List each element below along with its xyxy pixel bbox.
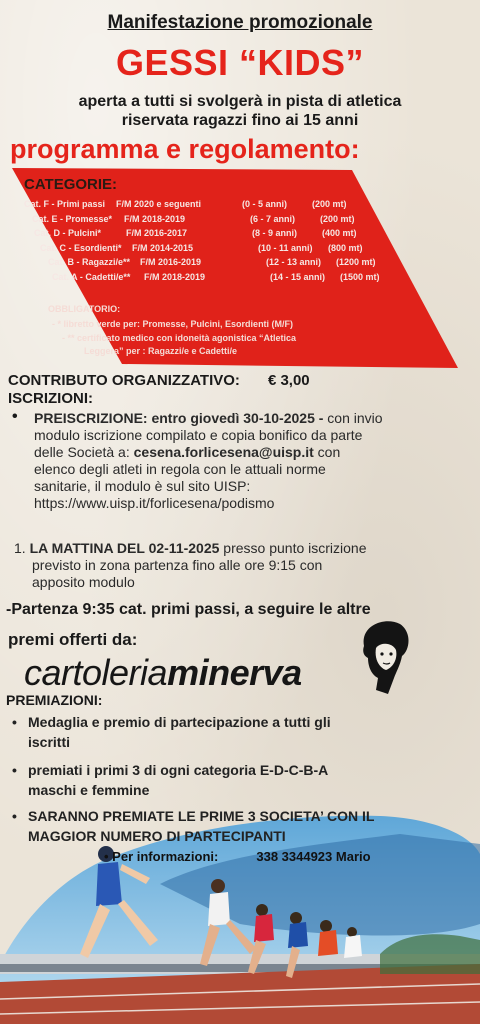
obligatory-note-2a: - ** certificato medico con idoneità agonistica “Atletica [62,333,297,343]
category-years: F/M 2016-2017 [126,228,188,238]
info-line: • Per informazioni: 338 3344923 Mario [104,849,371,864]
categories-heading: CATEGORIE: [24,176,118,193]
event-subtitle [0,92,480,130]
category-ages: (12 - 13 anni) [266,257,322,267]
award-1-line-1: Medaglia e premio di partecipazione a tutti gli [28,714,331,730]
morning-text-2: previsto in zona partenza fino alle ore 9:15 con [32,557,323,573]
morning-text-3: apposito modulo [32,574,135,590]
contributo-amount: € 3,00 [267,372,310,389]
minerva-portrait-icon [354,616,414,696]
award-3-line-1: SARANNO PREMIATE LE PRIME 3 SOCIETA’ CON IL [28,808,375,824]
award-2-line-2: maschi e femmine [28,782,150,798]
category-name: Cat. B - Ragazzi/e** [48,257,131,267]
category-years: F/M 2020 e seguenti [116,199,202,209]
header-event-type: Manifestazione promozionale [107,12,373,33]
preiscrizione-text-5: elenco degli atleti in regola con le attuali norme [34,461,326,477]
category-row [32,214,370,224]
premi-offerti-heading: premi offerti da: [8,630,138,649]
preiscrizione-text-6: sanitarie, il modulo è sul sito UISP: [34,478,251,494]
cartoleria-minerva-logo [24,652,302,694]
category-name: Cat. F - Primi passi [24,199,106,209]
category-name: Cat. E - Promesse* [32,213,113,224]
category-ages: (0 - 5 anni) [242,199,288,209]
obligatory-note-1: - * libretto verde per: Promesse, Pulcini, Esordienti (M/F) [52,319,294,329]
category-name: Cat. A - Cadetti/e** [52,271,131,282]
category-ages: (6 - 7 anni) [250,213,296,224]
category-ages: (10 - 11 anni) [258,242,313,253]
category-name: Cat. C - Esordienti* [40,242,122,253]
iscrizioni-heading: ISCRIZIONI: [8,390,93,407]
preiscrizione-text-4: con [313,444,341,460]
category-row [34,228,372,238]
category-years: F/M 2018-2019 [124,213,186,224]
category-ages: (8 - 9 anni) [252,228,298,238]
logo-part-2: minerva [167,652,302,693]
category-ages: (14 - 15 anni) [270,271,326,282]
bullet-dot: • [12,408,18,425]
award-2-line-1: premiati i primi 3 di ogni categoria E-D-C-B-A [28,762,329,778]
premiazioni-heading: PREMIAZIONI: [6,692,103,708]
category-distance: (1200 mt) [336,257,376,267]
phone-number[interactable]: 338 3344923 Mario [256,849,371,864]
category-distance: (200 mt) [320,213,355,224]
award-item-1: • Medaglia e premio di partecipazione a tutti gli iscritti [12,714,331,750]
mattina-text [14,540,464,591]
category-years: F/M 2018-2019 [144,271,206,282]
award-item-3: • SARANNO PREMIATE LE PRIME 3 SOCIETA’ CON IL MAGGIOR NUMERO DI PARTECIPANTI [12,808,375,844]
category-row [24,199,362,209]
preiscrizione-label: PREISCRIZIONE: entro giovedì 30-10-2025 - [34,410,324,426]
event-title: GESSI “KIDS” [115,42,365,83]
uisp-url-link[interactable]: https://www.uisp.it/forlicesena/podismo [34,495,275,511]
obligatory-heading: OBBLIGATORIO: [48,304,121,314]
preiscrizione-text-1: con invio [327,410,383,426]
info-label: Per informazioni: [112,849,219,864]
award-1-line-2: iscritti [28,734,71,750]
category-distance: (800 mt) [328,242,363,253]
contributo-line [8,372,310,389]
morning-number: 1. [14,540,30,556]
partenza-line: -Partenza 9:35 cat. primi passi, a seguire le altre [6,601,371,618]
category-row [48,257,386,267]
obligatory-note-2b: Leggera” per : Ragazzi/e e Cadetti/e [84,346,238,356]
award-3-line-2: MAGGIOR NUMERO DI PARTECIPANTI [28,828,286,844]
preiscrizione-text-3: delle Società a: [34,444,134,460]
subtitle-line-1: aperta a tutti si svolgerà in pista di atletica [78,93,402,110]
category-distance: (400 mt) [322,228,357,238]
category-years: F/M 2014-2015 [132,242,194,253]
category-distance: (1500 mt) [340,271,380,282]
morning-text-1: presso punto iscrizione [223,540,367,556]
category-distance: (200 mt) [312,199,347,209]
programma-heading: programma e regolamento: [10,134,360,164]
morning-label: LA MATTINA DEL 02-11-2025 [29,540,220,556]
preiscrizione-text-2: modulo iscrizione compilato e copia bonifico da parte [34,427,363,443]
email-link[interactable]: cesena.forlicesena@uisp.it [133,444,314,460]
category-name: Cat. D - Pulcini* [34,228,102,238]
logo-part-1: cartoleria [24,652,168,693]
preiscrizione-text [34,410,464,512]
category-years: F/M 2016-2019 [140,257,202,267]
subtitle-line-2: riservata ragazzi fino ai 15 anni [121,112,359,129]
award-item-2: • premiati i primi 3 di ogni categoria E-D-C-B-A maschi e femmine [12,762,329,798]
category-row [52,272,390,282]
contributo-label: CONTRIBUTO ORGANIZZATIVO: [8,372,240,389]
category-row [40,243,378,253]
